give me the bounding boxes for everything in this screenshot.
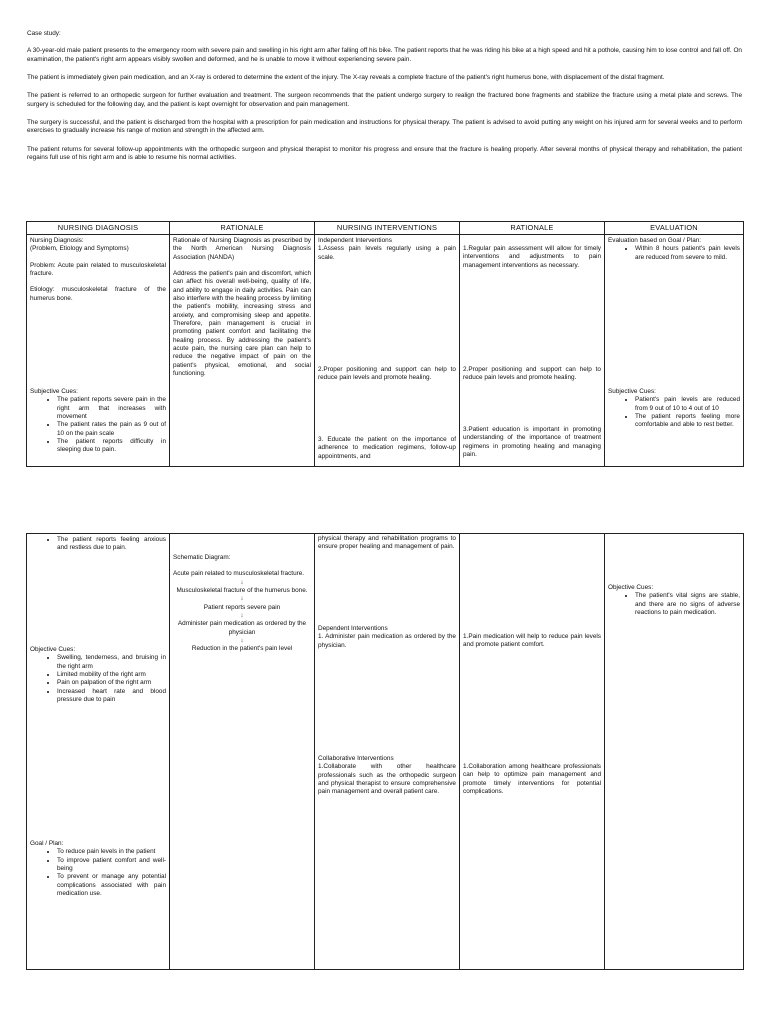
list-item: • The patient's vital signs are stable, and there are no signs of adverse reactions to pain medication.	[635, 592, 740, 617]
evaluation-cell-cont	[605, 534, 744, 970]
list-item: • To prevent or manage any potential complications associated with pain medication use.	[57, 873, 166, 898]
interventions-cell	[315, 235, 460, 467]
eval-objective-list	[608, 592, 740, 617]
diagnosis-cell-cont	[27, 534, 170, 970]
eval-subjective-label: Subjective Cues:	[608, 388, 656, 395]
eval-objective-label: Objective Cues:	[608, 584, 654, 591]
rationale-intro: Rationale of Nursing Diagnosis as prescribed by the North American Nursing Diagnosis Association (NANDA)	[173, 237, 311, 261]
list-item: • Within 8 hours patient's pain levels are reduced from severe to mild.	[635, 245, 740, 262]
goal-plan-label: Goal / Plan:	[30, 840, 64, 847]
rationale-dependent-1: 1.Pain medication will help to reduce pain levels and promote patient comfort.	[463, 633, 601, 649]
case-paragraph-5: The patient returns for several follow-up appointments with the orthopedic surgeon and physical therapist to monitor his progress and ensure that the fracture is healing properly. After several months of physical therapy and rehabilitation, the patient regains full use of his right arm and is able to resume his normal activities.	[27, 145, 742, 161]
subjective-cues-list-cont	[30, 536, 166, 553]
rationale-r3: 3.Patient education is important in promoting understanding of the importance of treatment regimens in promoting healing and managing pain.	[463, 426, 601, 458]
care-plan-table-part-2	[26, 533, 744, 970]
dependent-interventions-label: Dependent Interventions	[318, 625, 388, 632]
list-item: • The patient reports severe pain in the right arm that increases with movement	[57, 396, 166, 421]
list-item: • Increased heart rate and blood pressure due to pain	[57, 688, 166, 705]
etiology-text: Etiology: musculoskeletal fracture of the humerus bone.	[30, 286, 166, 302]
header-evaluation: EVALUATION	[605, 222, 744, 235]
rationale-body: Address the patient's pain and discomfort, which can affect his overall well-being, quality of life, and ability to engage in daily activities. Pain can also interfere with the healing process by limiting the patient's mobility, increasing stress and anxiety, and compromising sleep and appetite. Therefore, pain management is crucial in promoting patient comfort and facilitating the healing process. By addressing the patient's acute pain, the nursing care plan can help to reduce the negative impact of pain on the patient's physical, emotional, and social functioning.	[173, 269, 311, 377]
rationale-r2: 2.Proper positioning and support can help to reduce pain levels and promote healing.	[463, 366, 601, 382]
header-rationale: RATIONALE	[170, 222, 315, 235]
case-study	[27, 30, 742, 172]
down-arrow-icon: ↓	[240, 611, 244, 619]
evaluation-cell	[605, 235, 744, 467]
rationale-2-cell-cont	[460, 534, 605, 970]
evaluation-label: Evaluation based on Goal / Plan:	[608, 237, 702, 244]
dependent-intervention-1: 1. Administer pain medication as ordered by the physician.	[318, 633, 456, 649]
list-item: • Patient's pain levels are reduced from 9 out of 10 to 4 out of 10	[635, 396, 740, 413]
rationale-r1: 1.Regular pain assessment will allow for timely interventions and adjustments to pain management interventions as necessary.	[463, 245, 601, 269]
header-rationale-2: RATIONALE	[460, 222, 605, 235]
schematic-diagram	[173, 554, 311, 654]
diagnosis-label: Nursing Diagnosis:	[30, 237, 84, 244]
intervention-1: 1.Assess pain levels regularly using a pain scale.	[318, 245, 456, 261]
diagnosis-sublabel: (Problem, Etiology and Symptoms)	[30, 245, 129, 253]
case-paragraph-2: The patient is immediately given pain medication, and an X-ray is ordered to determine the extent of the injury. The X-ray reveals a complete fracture of the patient's right humerus bone, with displacement of the distal fragment.	[27, 73, 665, 81]
diagnosis-cell	[27, 235, 170, 467]
list-item: • The patient reports feeling more comfortable and able to rest better.	[635, 413, 740, 430]
list-item: • The patient rates the pain as 9 out of 10 on the pain scale	[57, 421, 166, 438]
independent-interventions-label: Independent Interventions	[318, 237, 392, 244]
collaborative-intervention-1: 1.Collaborate with other healthcare professionals such as the orthopedic surgeon and physical therapist to ensure comprehensive pain management and overall patient care.	[318, 763, 456, 796]
schematic-step-1: Acute pain related to musculoskeletal fracture.	[173, 570, 305, 578]
down-arrow-icon: ↓	[240, 636, 244, 644]
schematic-step-2: Musculoskeletal fracture of the humerus bone.	[176, 586, 308, 594]
intervention-3-cont: physical therapy and rehabilitation programs to ensure proper healing and management of pain.	[318, 535, 456, 551]
interventions-cell-cont	[315, 534, 460, 970]
goal-plan-list	[30, 848, 166, 898]
case-study-title: Case study:	[27, 30, 61, 37]
schematic-step-3: Patient reports severe pain	[203, 603, 281, 611]
schematic-label: Schematic Diagram:	[173, 554, 231, 561]
list-item: • The patient reports difficulty in sleeping due to pain.	[57, 438, 166, 455]
down-arrow-icon: ↓	[240, 578, 244, 586]
schematic-step-5: Reduction in the patient's pain level	[191, 645, 293, 653]
intervention-2: 2.Proper positioning and support can help to reduce pain levels and promote healing.	[318, 366, 456, 382]
care-plan-table-part-1	[26, 221, 744, 467]
list-item: • Limited mobility of the right arm	[57, 671, 166, 679]
table-header-row	[27, 222, 744, 235]
case-paragraph-4: The surgery is successful, and the patient is discharged from the hospital with a prescription for pain medication and instructions for physical therapy. The patient is advised to avoid putting any weight on his injured arm for several weeks and to perform exercises to gradually increase his range of motion and strength in the affected arm.	[27, 118, 742, 135]
subjective-cues-label: Subjective Cues:	[30, 388, 78, 395]
subjective-cues-list	[30, 396, 166, 454]
down-arrow-icon: ↓	[240, 595, 244, 603]
table-row	[27, 534, 744, 970]
objective-cues-list	[30, 654, 166, 704]
list-item: • The patient reports feeling anxious and restless due to pain.	[57, 536, 166, 553]
list-item: • To reduce pain levels in the patient	[57, 848, 166, 856]
problem-text: Problem: Acute pain related to musculoskeletal fracture.	[30, 261, 166, 277]
intervention-3: 3. Educate the patient on the importance of adherence to medication regimens, follow-up appointments, and	[318, 436, 456, 460]
eval-subjective-list	[608, 396, 740, 429]
schematic-cell	[170, 534, 315, 970]
rationale-cell	[170, 235, 315, 467]
list-item: • To improve patient comfort and well-being	[57, 857, 166, 874]
objective-cues-label: Objective Cues:	[30, 646, 76, 653]
rationale-2-cell	[460, 235, 605, 467]
evaluation-goal-list	[608, 245, 740, 262]
case-paragraph-1: A 30-year-old male patient presents to the emergency room with severe pain and swelling in his right arm after falling off his bike. The patient reports that he was riding his bike at a high speed and hit a pothole, causing him to lose control and fall off. On examination, the patient's right arm appears visibly swollen and deformed, and he is unable to move it without experiencing severe pain.	[27, 47, 742, 63]
schematic-step-4: Administer pain medication as ordered by the physician	[177, 620, 307, 636]
list-item: • Swelling, tenderness, and bruising in the right arm	[57, 654, 166, 671]
list-item: • Pain on palpation of the right arm	[57, 679, 166, 687]
header-nursing-diagnosis: NURSING DIAGNOSIS	[27, 222, 170, 235]
table-row	[27, 235, 744, 467]
rationale-collaborative-1: 1.Collaboration among healthcare professionals can help to optimize pain management and promote timely interventions for potential complications.	[463, 763, 601, 795]
header-nursing-interventions: NURSING INTERVENTIONS	[315, 222, 460, 235]
collaborative-interventions-label: Collaborative Interventions	[318, 755, 394, 762]
case-paragraph-3: The patient is referred to an orthopedic surgeon for further evaluation and treatment. The surgeon recommends that the patient undergo surgery to realign the fractured bone fragments and stabilize the fracture using a metal plate and screws. The surgery is scheduled for the following day, and the patient is kept overnight for observation and pain management.	[27, 92, 742, 108]
